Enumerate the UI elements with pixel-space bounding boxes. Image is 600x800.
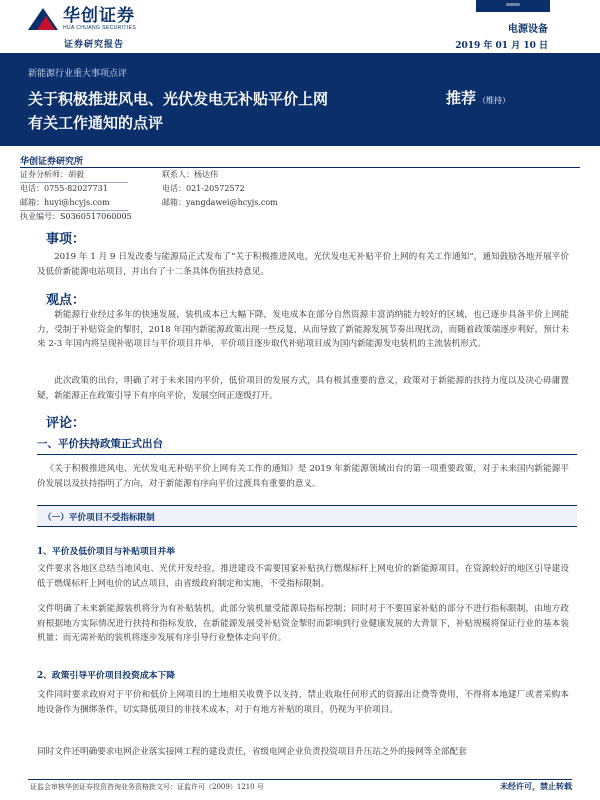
rating bbox=[446, 87, 510, 108]
report-title-line1: 关于积极推进风电、光伏发电无补贴平价上网 bbox=[28, 90, 329, 108]
event-heading: 事项： bbox=[46, 232, 86, 247]
view-paragraph-1: 新能源行业经过多年的快速发展，装机成本已大幅下降，发电成本在部分自然资源丰富消纳能力较好的区域，也已逐步具备平价上网能力，受制于补贴资金的掣肘，2018 年国内新能源政策出现一些反复，从而导致了新能源发展节奏出现扰动，而随着政策端逐步利好，预计未来 2-3 年国内将呈现补贴项目与平价项目并举，平价项目逐步取代补贴项目成为国内新能源发电装机的主流装机形式。 bbox=[37, 310, 569, 349]
analyst-role: 证券分析师： bbox=[20, 170, 68, 179]
report-title bbox=[28, 87, 328, 135]
analyst-license-label: 执业编号： bbox=[20, 212, 60, 221]
analyst-email-label: 邮箱： bbox=[20, 198, 44, 207]
item-1-title: 1、平价及低价项目与补贴项目并举 bbox=[37, 547, 176, 557]
analyst-phone-label: 电话： bbox=[20, 184, 44, 193]
divider bbox=[20, 210, 128, 211]
item-2-title: 2、政策引导平价项目投资成本下降 bbox=[37, 671, 176, 681]
analyst-email[interactable]: huyi@hcyjs.com bbox=[44, 198, 110, 207]
report-subtitle: 新能源行业重大事项点评 bbox=[28, 69, 128, 79]
contact-role: 联系人： bbox=[162, 170, 194, 179]
analyst-info bbox=[20, 168, 132, 224]
item-1-paragraph-2: 文件明确了未来新能源装机将分为有补贴装机，此部分装机量受能源局指标控制；同时对于不要国家补贴的部分不进行指标限制，由地方政府根据地方实际情况进行扶持和指标发放，在新能源发展受补贴资金掣肘而影响到行业健康发展的大背景下，补贴规模将保证行业的基本装机量；而无需补贴的装机将逐步发展有序引导行业整体走向平价。 bbox=[37, 604, 569, 643]
contact-phone-label: 电话： bbox=[162, 184, 186, 193]
rating-note: （维持） bbox=[478, 96, 511, 105]
section-1-paragraph: 《关于积极推进风电、光伏发电无补贴平价上网有关工作的通知》是 2019 年新能源领域出台的第一项重要政策，对于未来国内新能源平价发展以及扶持指明了方向，对于新能源有序向平价过渡具有重要的意义。 bbox=[37, 464, 569, 489]
report-type: 证券研究报告 bbox=[64, 40, 125, 50]
top-tab-decoration bbox=[476, 0, 550, 12]
contact-email[interactable]: yangdawei@hcyjs.com bbox=[186, 198, 278, 207]
report-title-line2: 有关工作通知的点评 bbox=[28, 114, 164, 132]
analyst-name: 胡毅 bbox=[68, 170, 84, 179]
view-heading: 观点： bbox=[46, 293, 86, 308]
company-logo bbox=[28, 6, 136, 32]
section-1-title: 一、平价扶持政策正式出台 bbox=[37, 438, 163, 450]
rating-value: 推荐 bbox=[446, 89, 477, 107]
item-2-paragraph-2: 同时文件还明确要求电网企业落实接网工程的建设责任，省级电网企业负责投资项目升压站之外的接网等全部配套 bbox=[37, 747, 467, 757]
item-1-paragraph-1: 文件要求各地区总结当地风电、光伏开发经验，推进建设不需要国家补贴执行燃煤标杆上网电价的新能源项目，在资源较好的地区引导建设低于燃煤标杆上网电价的试点项目，由省级政府制定和实施，不受指标限制。 bbox=[37, 564, 569, 589]
subsection-1-header bbox=[37, 505, 577, 527]
title-banner bbox=[0, 53, 600, 146]
analyst-phone: 0755-82027731 bbox=[44, 184, 108, 193]
logo-name: 华创证券 bbox=[63, 6, 135, 26]
event-paragraph: 2019 年 1 月 9 日发改委与能源局正式发布了“关于积极推进风电，光伏发电无补贴平价上网的有关工作通知”，通知鼓励各地开展平价及低价新能源电站项目，并出台了十二条具体伤值扶持意见。 bbox=[37, 252, 569, 277]
report-date: 2019 年 01 月 10 日 bbox=[455, 41, 548, 51]
analyst-license: S0360517060005 bbox=[60, 212, 132, 221]
item-2-paragraph-1: 文件同时要求政府对于平价和低价上网项目的土地相关收费予以支持，禁止收取任何形式的资源出让费等费用，不得将本地建厂或者采购本地设备作为捆绑条件，切实降低项目的非技术成本，对于有地方补贴的项目，仍视为平价项目。 bbox=[37, 690, 569, 715]
view-paragraph-2: 此次政策的出台，明确了对于未来国内平价，低价项目的发展方式，具有极其重要的意义，政策对于新能源的扶持力度以及决心毋庸置疑，新能源正在政策引导下有序向平价，发展空间正逐级打开。 bbox=[37, 376, 569, 401]
contact-info bbox=[162, 168, 278, 210]
research-institute: 华创证券研究所 bbox=[20, 157, 84, 167]
footer-slogan: 未经许可，禁止转载 bbox=[500, 781, 572, 791]
contact-name: 杨达伟 bbox=[194, 170, 218, 179]
industry-label: 电源设备 bbox=[508, 24, 548, 35]
comment-heading: 评论： bbox=[46, 416, 86, 431]
divider bbox=[20, 182, 128, 183]
footer-disclaimer: 证监会审核华创证券投资咨询业务资格批文号：证监许可（2009）1210 号 bbox=[30, 783, 264, 791]
logo-mark-icon bbox=[28, 6, 58, 32]
contact-email-label: 邮箱： bbox=[162, 198, 186, 207]
divider bbox=[37, 454, 577, 455]
subsection-1-title: （一）平价项目不受指标限制 bbox=[43, 513, 155, 523]
contact-phone: 021-20572572 bbox=[186, 184, 245, 193]
footer-divider bbox=[28, 779, 572, 780]
logo-english-name: HUA CHUANG SECURITIES bbox=[63, 25, 137, 31]
